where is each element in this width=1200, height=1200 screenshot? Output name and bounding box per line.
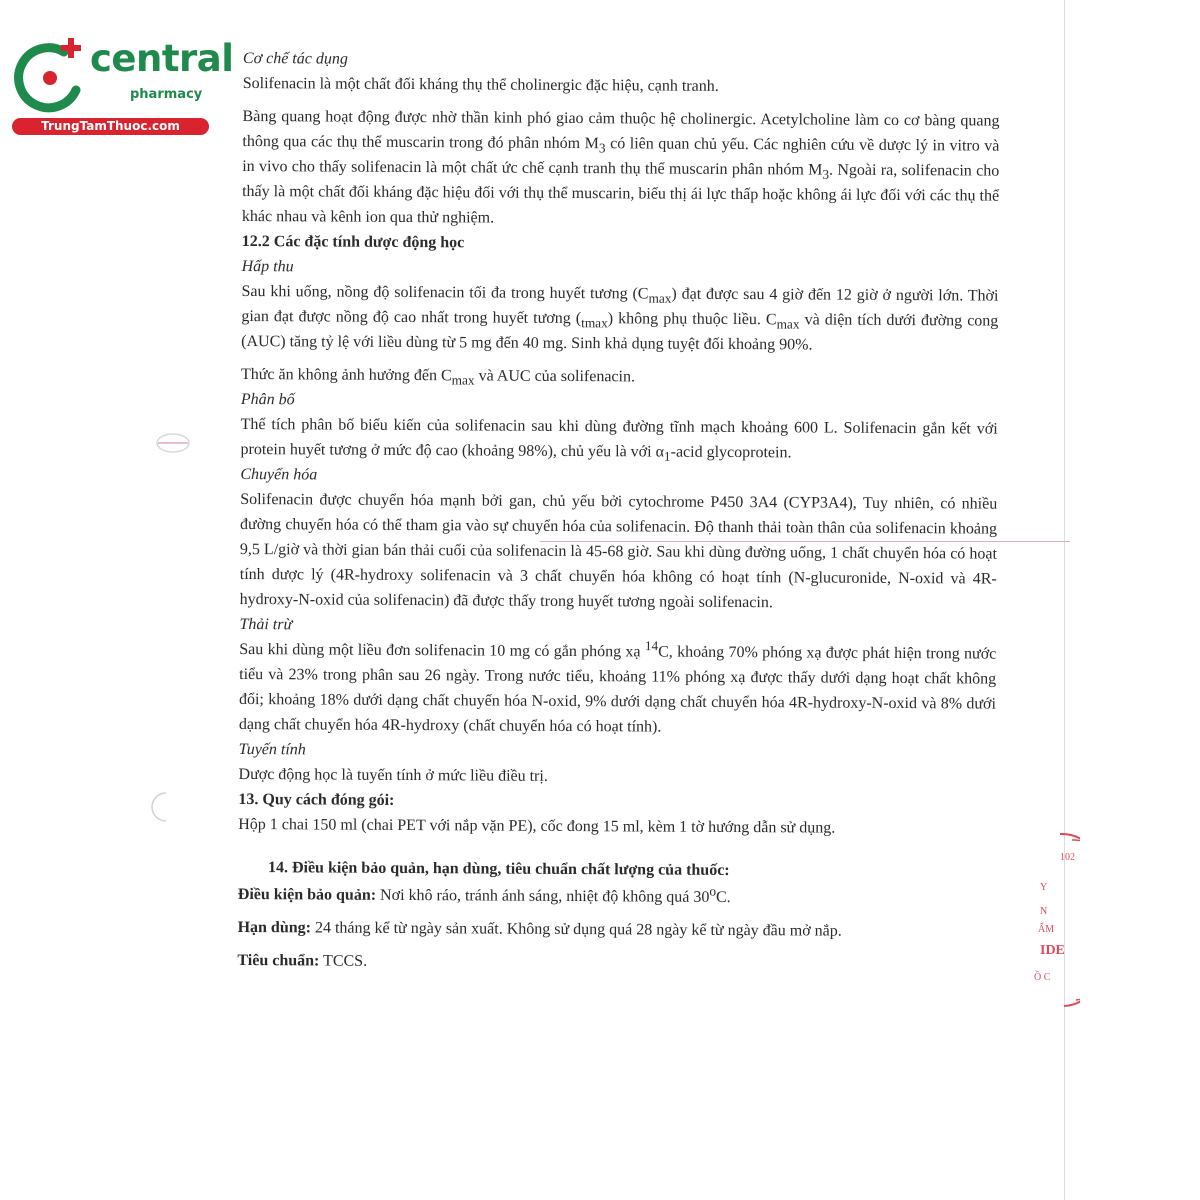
metabolism-paragraph: Solifenacin được chuyển hóa mạnh bởi gan, chủ yếu bởi cytochrome P450 3A4 (CYP3A4), Tuy nhiên, có nhiều đường chuyển hóa có thể tham gia vào sự chuyển hóa của solifenacin. Độ thanh thải toàn thân của solifenacin khoảng 9,5 L/giờ và thời gian bán thải cuối của solifenacin là 45-68 giờ. Sau khi dùng đường uống, 1 chất chuyển hóa có hoạt tính dược lý (4R-hydroxy solifenacin và 3 chất chuyển hóa không có hoạt tính (N-glucuronide, N-oxid và 4R-hydroxy-N-oxid của solifenacin) đã được thấy trong huyết tương ngoài solifenacin. — [239, 490, 998, 612]
logo-c-plus-icon — [12, 38, 92, 118]
storage-conditions: Điều kiện bảo quản: Nơi khô ráo, tránh ánh sáng, nhiệt độ không quá 30$^o$C. — [237, 883, 731, 906]
quality-standard: Tiêu chuẩn: TCCS. — [237, 951, 368, 970]
stamp-text-1: 102 — [1060, 852, 1075, 863]
logo-name: central — [90, 37, 234, 80]
mechanism-paragraph-1: Solifenacin là một chất đối kháng thụ thể cholinergic đặc hiệu, cạnh tranh. — [242, 74, 719, 95]
punch-hole-mark-lower — [148, 790, 170, 824]
linearity-subheading: Tuyến tính — [238, 740, 306, 759]
food-effect-paragraph: Thức ăn không ảnh hưởng đến $C_{max}$ và AUC của solifenacin. — [240, 365, 636, 388]
mechanism-paragraph-2: Bàng quang hoạt động được nhờ thần kinh phó giao cảm thuộc hệ cholinergic. Acetylcholine làm co cơ bàng quang thông qua các thụ thể muscarin trong đó phân nhóm $M_3$ có liên quan chủ yếu. Các nghiên cứu về dược lý in vitro và in vivo cho thấy solifenacin là một chất ức chế cạnh tranh thụ thể muscarin phân nhóm $M_3$. Ngoài ra, solifenacin cho thấy là một chất đối kháng đặc hiệu đối với thụ thể muscarin, biểu thị ái lực thấp hoặc không ái lực đối với các thụ thể khác nhau và kênh ion qua thử nghiệm. — [241, 107, 1000, 227]
company-stamp-fragment — [1030, 830, 1080, 1010]
mechanism-subheading: Cơ chế tác dụng — [242, 49, 348, 68]
punch-hole-mark — [155, 432, 191, 454]
stamp-text-2: Y — [1040, 882, 1048, 893]
packaging-heading: 13. Quy cách đóng gói: — [238, 790, 395, 809]
logo-banner: TrungTamThuoc.com — [12, 118, 209, 135]
absorption-subheading: Hấp thu — [241, 257, 294, 276]
distribution-subheading: Phân bố — [240, 390, 295, 409]
metabolism-subheading: Chuyển hóa — [240, 465, 318, 484]
elimination-paragraph: Sau khi dùng một liều đơn solifenacin 10 mg có gắn phóng xạ $^{14}$C, khoảng 70% phóng xạ được phát hiện trong nước tiểu và 23% trong phân sau 26 ngày. Trong nước tiểu, khoảng 11% phóng xạ được thấy dưới dạng hoạt chất không đổi; khoảng 18% dưới dạng chất chuyển hóa N-oxid, 9% dưới dạng chất chuyển hóa 4R-hydroxy-N-oxid và 8% dưới dạng chất chuyển hóa 4R-hydroxy (chất chuyển hóa có hoạt tính). — [238, 638, 997, 736]
stamp-text-3: N — [1040, 906, 1048, 917]
document-page — [237, 46, 1000, 978]
page-edge-line — [1064, 0, 1065, 1200]
shelf-life: Hạn dùng: 24 tháng kể từ ngày sản xuất. Không sử dụng quá 28 ngày kể từ ngày đầu mở nắp. — [237, 918, 842, 940]
storage-heading: 14. Điều kiện bảo quản, hạn dùng, tiêu chuẩn chất lượng của thuốc: — [267, 859, 730, 879]
logo-subtitle: pharmacy — [130, 87, 203, 102]
packaging-paragraph: Hộp 1 chai 150 ml (chai PET với nắp vặn PE), cốc đong 15 ml, kèm 1 tờ hướng dẫn sử dụng. — [238, 815, 836, 837]
central-pharmacy-logo — [12, 37, 234, 138]
stamp-text-6: Ồ C — [1034, 972, 1051, 983]
distribution-paragraph: Thể tích phân bố biểu kiến của solifenacin sau khi dùng đường tĩnh mạch khoảng 600 L. Solifenacin gắn kết với protein huyết tương ở mức độ cao (khoảng 98%), chủ yếu là với $\alpha_1$-acid glycoprotein. — [240, 415, 998, 464]
absorption-paragraph: Sau khi uống, nồng độ solifenacin tối đa trong huyết tương $(C_{max})$ đạt được sau 4 giờ đến 12 giờ ở người lớn. Thời gian đạt được nồng độ cao nhất trong huyết tương $(_{tmax})$ không phụ thuộc liều. $C_{max}$ và diện tích dưới đường cong (AUC) tăng tỷ lệ với liều dùng từ 5 mg đến 40 mg. Sinh khả dụng tuyệt đối khoảng 90%. — [241, 282, 999, 354]
stamp-text-5: IDE — [1040, 943, 1065, 958]
stamp-text-4: ẨM — [1038, 924, 1055, 935]
elimination-subheading: Thải trừ — [239, 615, 293, 634]
pharmacokinetics-heading: 12.2 Các đặc tính dược động học — [241, 232, 465, 252]
linearity-paragraph: Dược động học là tuyến tính ở mức liều điều trị. — [238, 765, 548, 785]
